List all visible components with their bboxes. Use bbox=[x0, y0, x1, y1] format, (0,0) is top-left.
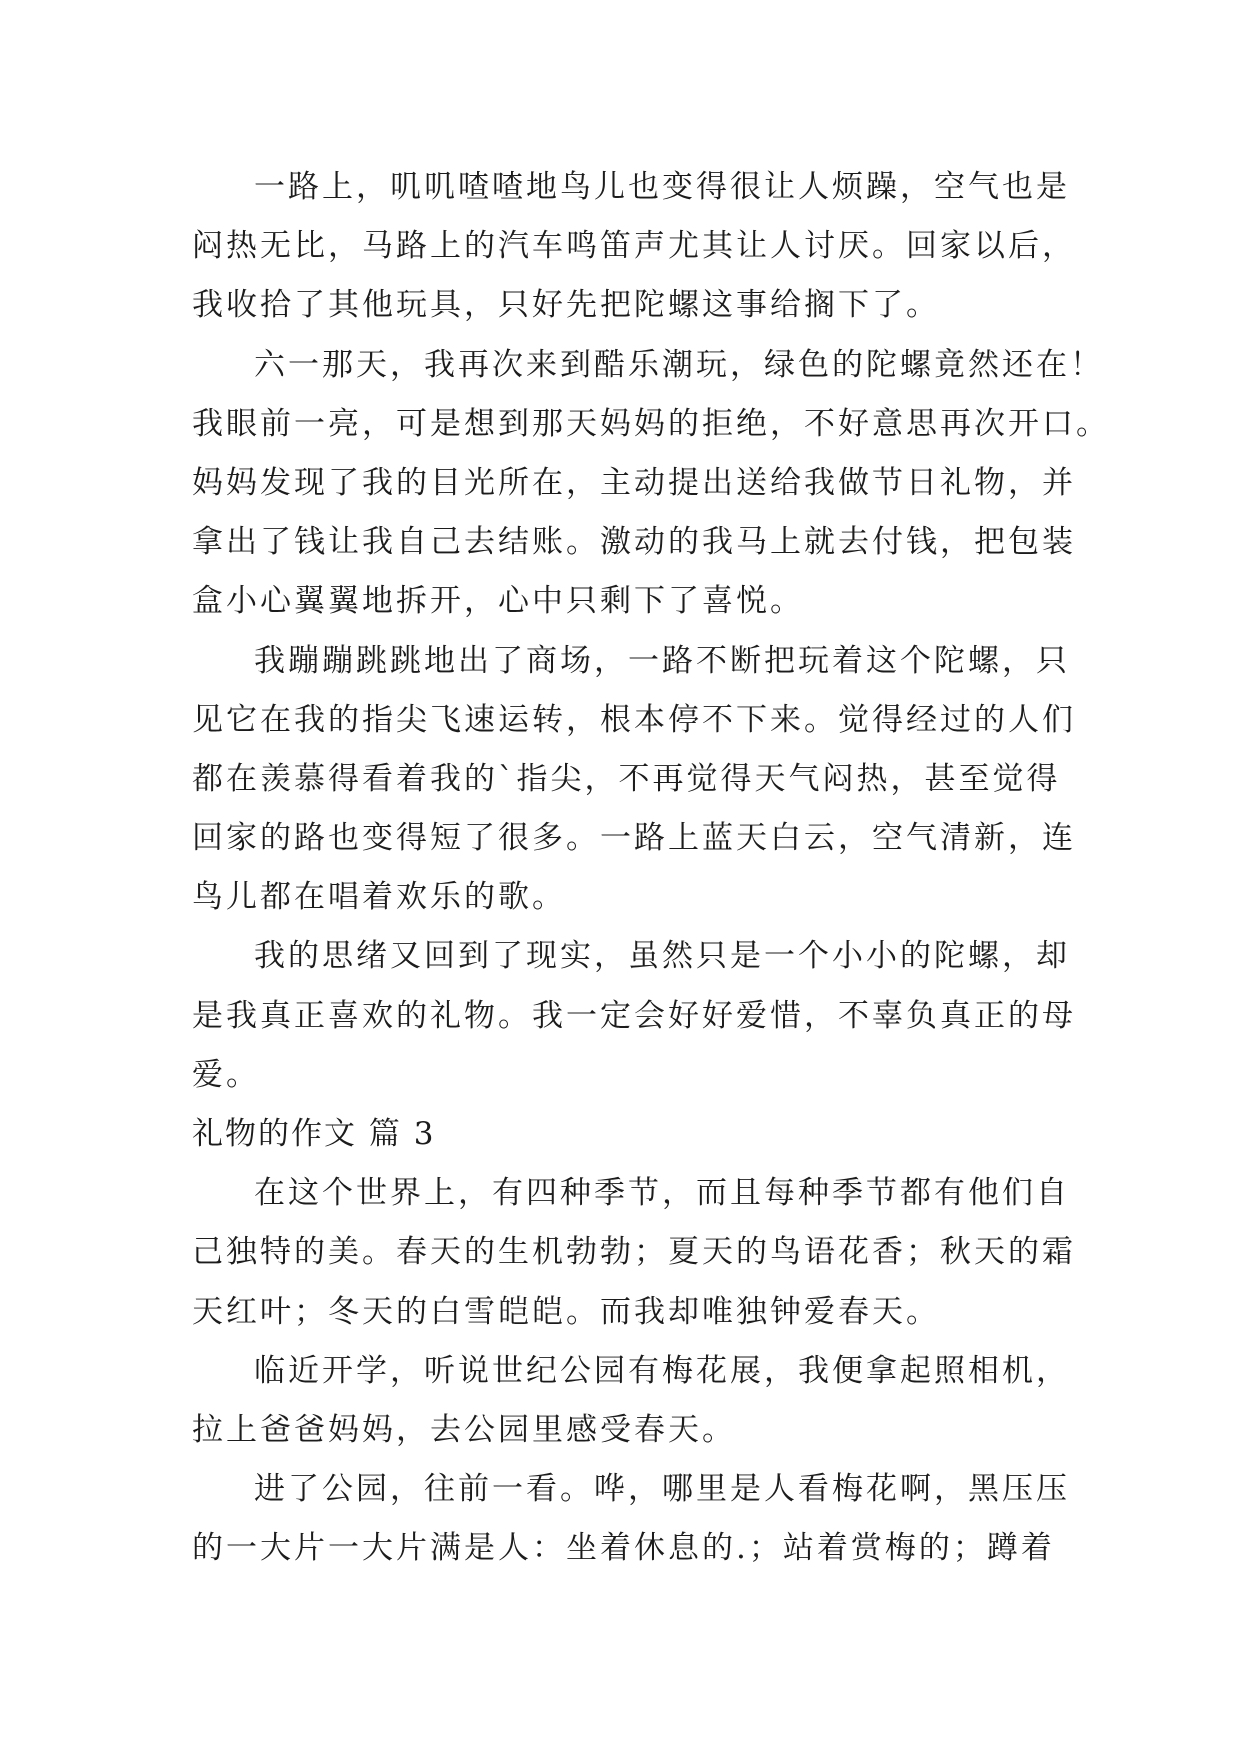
paragraph-line: 我收拾了其他玩具，只好先把陀螺这事给搁下了。 bbox=[192, 287, 940, 324]
paragraph-line: 一路上，叽叽喳喳地鸟儿也变得很让人烦躁，空气也是 bbox=[254, 169, 1070, 205]
paragraph-line: 爱。 bbox=[192, 1056, 260, 1093]
section-heading: 礼物的作文 篇 3 bbox=[192, 1116, 436, 1152]
paragraph-line: 我眼前一亮，可是想到那天妈妈的拒绝，不好意思再次开口。 bbox=[192, 405, 1110, 442]
paragraph-line: 的一大片一大片满是人：坐着休息的.；站着赏梅的；蹲着 bbox=[192, 1530, 1055, 1567]
body-text bbox=[192, 158, 1110, 1579]
paragraph-line: 妈妈发现了我的目光所在，主动提出送给我做节日礼物，并 bbox=[192, 464, 1076, 501]
paragraph-line: 都在羡慕得看着我的`指尖，不再觉得天气闷热，甚至觉得 bbox=[192, 760, 1061, 797]
paragraph-line: 是我真正喜欢的礼物。我一定会好好爱惜，不辜负真正的母 bbox=[192, 997, 1076, 1034]
paragraph-line: 闷热无比，马路上的汽车鸣笛声尤其让人讨厌。回家以后， bbox=[192, 228, 1076, 265]
paragraph-line: 己独特的美。春天的生机勃勃；夏天的鸟语花香；秋天的霜 bbox=[192, 1234, 1076, 1271]
paragraph-line: 拿出了钱让我自己去结账。激动的我马上就去付钱，把包装 bbox=[192, 524, 1076, 561]
paragraph-line: 拉上爸爸妈妈，去公园里感受春天。 bbox=[192, 1411, 736, 1448]
paragraph-line: 鸟儿都在唱着欢乐的歌。 bbox=[192, 879, 566, 916]
paragraph-line: 天红叶；冬天的白雪皑皑。而我却唯独钟爱春天。 bbox=[192, 1293, 940, 1330]
paragraph-line: 回家的路也变得短了很多。一路上蓝天白云，空气清新，连 bbox=[192, 820, 1076, 857]
paragraph-line: 在这个世界上，有四种季节，而且每种季节都有他们自 bbox=[254, 1175, 1070, 1212]
paragraph-line: 见它在我的指尖飞速运转，根本停不下来。觉得经过的人们 bbox=[192, 701, 1076, 738]
paragraph-line: 进了公园，往前一看。哗，哪里是人看梅花啊，黑压压 bbox=[254, 1471, 1070, 1508]
paragraph-line: 盒小心翼翼地拆开，心中只剩下了喜悦。 bbox=[192, 583, 804, 620]
paragraph-line: 我的思绪又回到了现实，虽然只是一个小小的陀螺，却 bbox=[254, 938, 1070, 975]
paragraph-line: 临近开学，听说世纪公园有梅花展，我便拿起照相机， bbox=[254, 1352, 1070, 1389]
paragraph-line: 六一那天，我再次来到酷乐潮玩，绿色的陀螺竟然还在！ bbox=[254, 346, 1104, 383]
paragraph-line: 我蹦蹦跳跳地出了商场，一路不断把玩着这个陀螺，只 bbox=[254, 642, 1070, 679]
